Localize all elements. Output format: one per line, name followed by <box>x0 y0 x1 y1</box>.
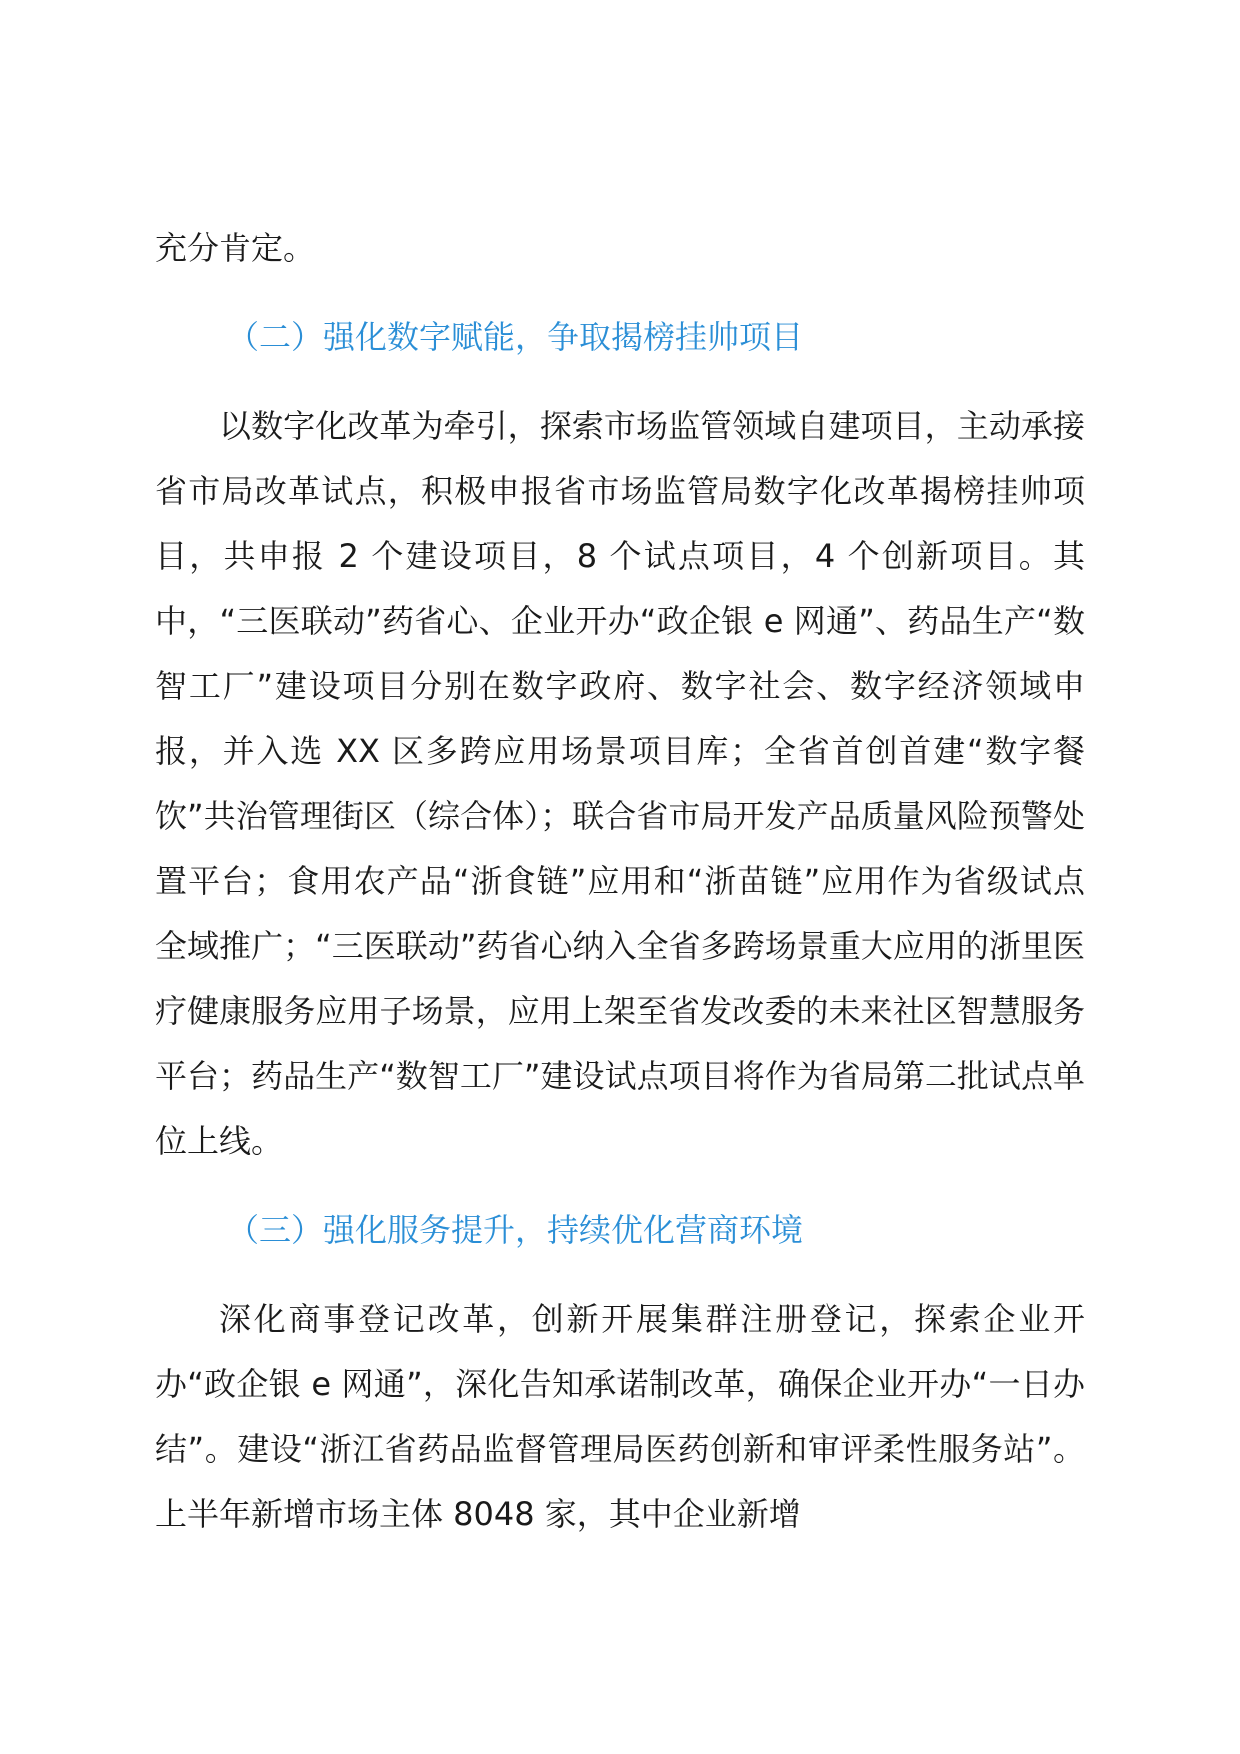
section-3-heading: （三）强化服务提升，持续优化营商环境 <box>227 1211 804 1249</box>
section-3-body: 深化商事登记改革，创新开展集群注册登记，探索企业开办“政企银 e 网通”，深化告知承诺制改革，确保企业开办“一日办结”。建设“浙江省药品监督管理局医药创新和审评柔性服务站”。上半年新增市场主体 8048 家，其中企业新增 <box>155 1300 1085 1533</box>
spacer <box>155 1174 1085 1198</box>
section-2-heading: （二）强化数字赋能，争取揭榜挂帅项目 <box>227 318 804 356</box>
document-body <box>155 216 1085 1547</box>
intro-tail-paragraph: 充分肯定。 <box>155 229 316 267</box>
spacer <box>155 281 1085 305</box>
spacer <box>155 370 1085 394</box>
spacer <box>155 1263 1085 1287</box>
section-2-body: 以数字化改革为牵引，探索市场监管领域自建项目，主动承接省市局改革试点，积极申报省市场监管局数字化改革揭榜挂帅项目，共申报 2 个建设项目，8 个试点项目，4 个创新项目。其中，“三医联动”药省心、企业开办“政企银 e 网通”、药品生产“数智工厂”建设项目分别在数字政府、数字社会、数字经济领域申报，并入选 XX 区多跨应用场景项目库；全省首创首建“数字餐饮”共治管理街区（综合体）；联合省市局开发产品质量风险预警处置平台；食用农产品“浙食链”应用和“浙苗链”应用作为省级试点全域推广；“三医联动”药省心纳入全省多跨场景重大应用的浙里医疗健康服务应用子场景，应用上架至省发改委的未来社区智慧服务平台；药品生产“数智工厂”建设试点项目将作为省局第二批试点单位上线。 <box>155 407 1085 1160</box>
